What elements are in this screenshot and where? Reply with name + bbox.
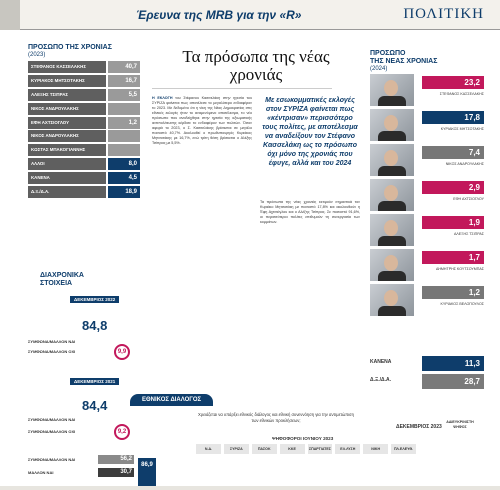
- ranking-value: [108, 144, 140, 156]
- agree-label: ΣΥΜΦΩΝΑ/ΜΑΛΛΟΝ ΝΑΙ: [28, 339, 76, 344]
- party-column: ΣΥΡΙΖΑ: [224, 444, 249, 454]
- face-shape: [384, 115, 398, 131]
- disagree-circle: 9,2: [114, 424, 130, 440]
- suit-shape: [378, 201, 406, 211]
- ranking-name: ΑΛΕΞΗΣ ΤΣΙΠΡΑΣ: [28, 89, 106, 101]
- disagree-circle: 9,9: [114, 344, 130, 360]
- ranking-row: [28, 130, 140, 143]
- disagree-row: [28, 426, 148, 438]
- candidate-photo: [370, 109, 414, 141]
- ranking-value: 18,9: [108, 186, 140, 198]
- party-column: ΕΛ.ΛΥΣΗ: [335, 444, 360, 454]
- candidate-name: ΣΤΕΦΑΝΟΣ ΚΑΣΣΕΛΑΚΗΣ: [439, 92, 484, 96]
- dk-label: Δ.Ξ./Δ.Α.: [370, 377, 391, 383]
- party-column: ΝΙΚΗ: [363, 444, 388, 454]
- section-title: ΠΟΛΙΤΙΚΗ: [403, 6, 484, 22]
- ranking-row: [28, 186, 140, 199]
- ranking-name: ΚΥΡΙΑΚΟΣ ΜΗΤΣΟΤΑΚΗΣ: [28, 75, 106, 87]
- ranking-row: [28, 61, 140, 74]
- dk-row: [370, 374, 488, 390]
- face-shape: [384, 80, 398, 96]
- candidate-photo: [370, 179, 414, 211]
- ranking-value: [108, 130, 140, 142]
- ranking-value: 4,5: [108, 172, 140, 184]
- diachronic-title-line2: ΣΤΟΙΧΕΙΑ: [40, 280, 73, 287]
- ranking-value: 8,0: [108, 158, 140, 170]
- dialogue-row-label: ΜΑΛΛΟΝ ΝΑΙ: [28, 470, 54, 475]
- header-accent: [0, 0, 20, 30]
- none-label: ΚΑΝΕΝΑ: [370, 359, 392, 365]
- dk-value: 28,7: [422, 374, 484, 389]
- ranking-value: 5,5: [108, 89, 140, 101]
- article-body: [152, 96, 252, 146]
- ranking-value: 16,7: [108, 75, 140, 87]
- candidate-value: 2,9: [422, 181, 484, 194]
- party-column: ΣΠΑΡΤΙΑΤΕΣ: [308, 444, 333, 454]
- face-shape: [384, 290, 398, 306]
- candidate-value: 1,7: [422, 251, 484, 264]
- disagree-label: ΣΥΜΦΩΝΑ/ΜΑΛΛΟΝ ΟΧΙ: [28, 349, 76, 354]
- ranking-row: [28, 75, 140, 88]
- party-column: Ν.Δ.: [196, 444, 221, 454]
- dialogue-total: 86,9: [138, 458, 156, 486]
- person-of-new-year-panel: [370, 50, 488, 319]
- dialogue-row-label: ΣΥΜΦΩΝΑ/ΜΑΛΛΟΝ ΝΑΙ: [28, 457, 76, 462]
- article-body-continued: Τα πρόσωπα της νέας χρονιάς εκτιμούν σημαντικά τον Κυριάκο Μητσοτάκη με ποσοστό 17,8% και ακολουθούν η Έφη Αχτσιόγλου και ο Αλέξης Τσίπρας. Σε ποσοστό 91,6%, οι περισσότεροι πολίτες επιθυμούν τη συνεργασία των κομμάτων.: [260, 200, 360, 224]
- candidate-card: [370, 144, 488, 178]
- face-shape: [384, 255, 398, 271]
- dialogue-row-value: 30,7: [98, 468, 134, 477]
- article-dateline: Η ΕΚΛΟΓΗ: [152, 96, 173, 100]
- face-shape: [384, 150, 398, 166]
- ranking-name: ΑΛΛΟΙ: [28, 158, 106, 170]
- ranking-row: [28, 103, 140, 116]
- undecided-label: ΑΔΙΕΥΚΡΙΝΙΣΤΗ ΨΗΦΟΣ: [446, 420, 474, 429]
- suit-shape: [378, 166, 406, 176]
- ranking-row: [28, 117, 140, 130]
- diachronic-title-line1: ΔΙΑΧΡΟΝΙΚΑ: [40, 272, 84, 279]
- article-headline: Τα πρόσωπα της νέας χρονιάς: [182, 47, 330, 84]
- candidate-photo: [370, 144, 414, 176]
- ranking-row: [28, 172, 140, 185]
- candidate-value: 17,8: [422, 111, 484, 124]
- agree-label: ΣΥΜΦΩΝΑ/ΜΑΛΛΟΝ ΝΑΙ: [28, 417, 76, 422]
- candidate-name: ΕΦΗ ΑΧΤΣΙΟΓΛΟΥ: [453, 196, 484, 201]
- ranking-name: Δ.Ξ./Δ.Α.: [28, 186, 106, 198]
- candidate-photo: [370, 284, 414, 316]
- divider: [152, 88, 332, 89]
- ranking-name: ΝΙΚΟΣ ΑΝΔΡΟΥΛΑΚΗΣ: [28, 103, 106, 115]
- panel-year: (2023): [28, 52, 46, 58]
- header-kicker: Έρευνα της MRB για την «R»: [136, 8, 302, 22]
- candidate-name: ΝΙΚΟΣ ΑΝΔΡΟΥΛΑΚΗΣ: [445, 161, 484, 166]
- disagree-label: ΣΥΜΦΩΝΑ/ΜΑΛΛΟΝ ΟΧΙ: [28, 429, 76, 434]
- dialogue-question: Χρειάζεται να υπάρξει εθνικός διάλογος και εθνική συνεννόηση για την αντιμετώπιση των εθνικών προκλήσεων;: [198, 412, 354, 423]
- candidate-photo: [370, 214, 414, 246]
- article-text: του Στέφανου Κασσελάκη στην ηγεσία του ΣΥΡΙΖΑ φαίνεται πως αποτέλεσε το μεγαλύτερο ενδιαφέρον το 2023. Με δεδομένο ότι η νίκη της Νέας Δημοκρατίας στις εθνικές εκλογές ήταν το αναμενόμενο αποτέλεσμα, το νέο πρόσωπο που αναδείχθηκε στην ηγεσία της αξιωματικής αντιπολίτευσης κέρδισε το ενδιαφέρον των πολιτών. Όσον αφορά το 2023, ο Σ. Κασσελάκης βρίσκεται σε μεγάλο ποσοστό 40,7%. Ακολουθεί ο πρωθυπουργός Κυριάκος Μητσοτάκης με 16,7%, ενώ τρίτη θέση βρίσκεται ο Αλέξης Τσίπρας με 5,5%.: [152, 96, 252, 145]
- ranking-row: [28, 158, 140, 171]
- ranking-name: ΚΩΣΤΑΣ ΜΠΑΚΟΓΙΑΝΝΗΣ: [28, 144, 106, 156]
- person-of-year-2023-panel: [28, 44, 140, 200]
- voters-june-label: ΨΗΦΟΦΟΡΟΙ ΙΟΥΝΙΟΥ 2023: [272, 436, 334, 441]
- suit-shape: [378, 271, 406, 281]
- candidate-name: ΔΗΜΗΤΡΗΣ ΚΟΥΤΣΟΥΜΠΑΣ: [435, 266, 484, 271]
- ranking-value: [108, 103, 140, 115]
- period-label: ΔΕΚΕΜΒΡΙΟΣ 2021: [70, 378, 119, 385]
- ranking-name: ΣΤΕΦΑΝΟΣ ΚΑΣΣΕΛΑΚΗΣ: [28, 61, 106, 73]
- gauge-value: 84,8: [82, 318, 108, 333]
- suit-shape: [378, 131, 406, 141]
- candidate-value: 7,4: [422, 146, 484, 159]
- ranking-name: ΕΦΗ ΑΧΤΣΙΟΓΛΟΥ: [28, 117, 106, 129]
- party-column: ΠΑΣΟΚ: [252, 444, 277, 454]
- national-dialogue-tab: ΕΘΝΙΚΟΣ ΔΙΑΛΟΓΟΣ: [130, 394, 213, 406]
- party-column: ΠΛ.ΕΛΕΥΘ.: [391, 444, 416, 454]
- disagree-row: [28, 346, 148, 358]
- suit-shape: [378, 306, 406, 316]
- pull-quote: Με εσωκομματικές εκλογές στον ΣΥΡΙΖΑ φαίνεται πως «κέντρισαν» περισσότερο τους πολίτες, με αποτέλεσμα να αναδείξουν τον Στέφανο Κασσελάκη ως το πρόσωπο όχι μόνο της χρονιάς που έφυγε, αλλά και του 2024: [262, 97, 358, 167]
- ranking-name: ΝΙΚΟΣ ΑΝΔΡΟΥΛΑΚΗΣ: [28, 130, 106, 142]
- agree-row: [28, 414, 148, 426]
- none-value: 11,3: [422, 356, 484, 371]
- ranking-value: 40,7: [108, 61, 140, 73]
- candidate-name: ΑΛΕΞΗΣ ΤΣΙΠΡΑΣ: [453, 231, 484, 236]
- face-shape: [384, 220, 398, 236]
- period-label: ΔΕΚΕΜΒΡΙΟΣ 2022: [70, 296, 119, 303]
- candidate-name: ΚΥΡΙΑΚΟΣ ΜΗΤΣΟΤΑΚΗΣ: [440, 126, 484, 131]
- face-shape: [384, 185, 398, 201]
- ranking-list: [28, 61, 140, 199]
- candidate-name: ΚΥΡΙΑΚΟΣ ΒΕΛΟΠΟΥΛΟΣ: [440, 301, 484, 306]
- page-bottom-strip: [0, 486, 500, 490]
- candidate-photo: [370, 249, 414, 281]
- diachronic-title: [40, 272, 84, 288]
- candidate-photo: [370, 74, 414, 106]
- panel-title: ΠΡΟΣΩΠΟ ΤΗΣ ΧΡΟΝΙΑΣ: [28, 44, 112, 51]
- candidate-card: [370, 109, 488, 143]
- ranking-row: [28, 89, 140, 102]
- candidate-list: [370, 74, 488, 318]
- ranking-row: [28, 144, 140, 157]
- gauge-value: 84,4: [82, 398, 108, 413]
- candidate-value: 1,2: [422, 286, 484, 299]
- candidate-card: [370, 214, 488, 248]
- none-row: [370, 356, 488, 372]
- ranking-value: 1,2: [108, 117, 140, 129]
- party-columns: [196, 444, 416, 454]
- panel-year: (2024): [370, 66, 388, 72]
- party-column: ΚΚΕ: [280, 444, 305, 454]
- candidate-card: [370, 74, 488, 108]
- suit-shape: [378, 236, 406, 246]
- candidate-value: 23,2: [422, 76, 484, 89]
- dialogue-row-value: 56,2: [98, 455, 134, 464]
- panel-title: ΠΡΟΣΩΠΟ: [370, 50, 406, 57]
- suit-shape: [378, 96, 406, 106]
- candidate-card: [370, 284, 488, 318]
- dialogue-period: ΔΕΚΕΜΒΡΙΟΣ 2023: [396, 424, 442, 430]
- candidate-value: 1,9: [422, 216, 484, 229]
- candidate-card: [370, 179, 488, 213]
- ranking-name: ΚΑΝΕΝΑ: [28, 172, 106, 184]
- candidate-card: [370, 249, 488, 283]
- header-bar: [0, 0, 500, 30]
- panel-title-line2: ΤΗΣ ΝΕΑΣ ΧΡΟΝΙΑΣ: [370, 58, 438, 65]
